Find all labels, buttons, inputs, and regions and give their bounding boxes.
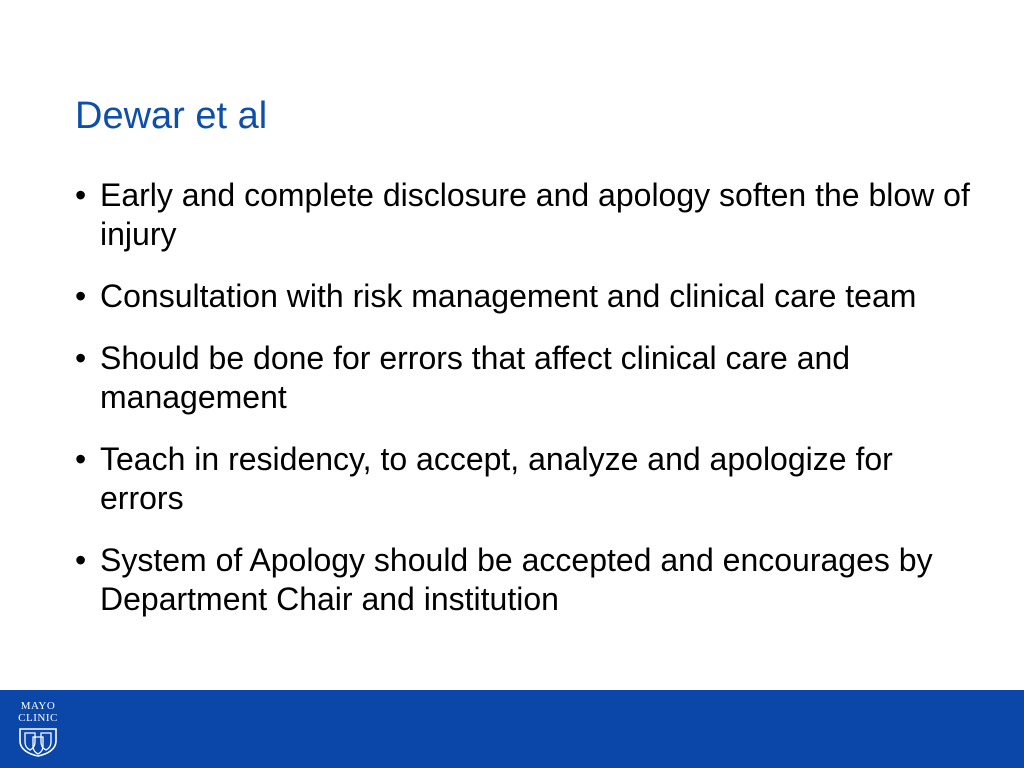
bullet-text: Should be done for errors that affect clinical care and management [100,340,851,415]
bullet-item [75,277,975,316]
bullet-dot-icon: • [75,441,87,477]
bullet-list [75,176,975,642]
bullet-item [75,339,975,417]
bullet-dot-icon: • [75,542,87,578]
bullet-item [75,541,975,619]
bullet-dot-icon: • [75,278,87,314]
logo-text-clinic: CLINIC [18,712,58,724]
bullet-text: Early and complete disclosure and apology soften the blow of injury [100,177,970,252]
mayo-clinic-logo [12,700,64,764]
footer-band [0,690,1024,768]
bullet-item [75,176,975,254]
bullet-item [75,440,975,518]
bullet-text: Consultation with risk management and clinical care team [100,278,917,314]
bullet-dot-icon: • [75,177,87,213]
slide-title: Dewar et al [75,95,268,137]
bullet-dot-icon: • [75,340,87,376]
three-shields-icon [18,727,58,757]
bullet-text: System of Apology should be accepted and encourages by Department Chair and institution [100,542,933,617]
logo-text-mayo: MAYO [20,700,56,712]
bullet-text: Teach in residency, to accept, analyze and apologize for errors [100,441,893,516]
